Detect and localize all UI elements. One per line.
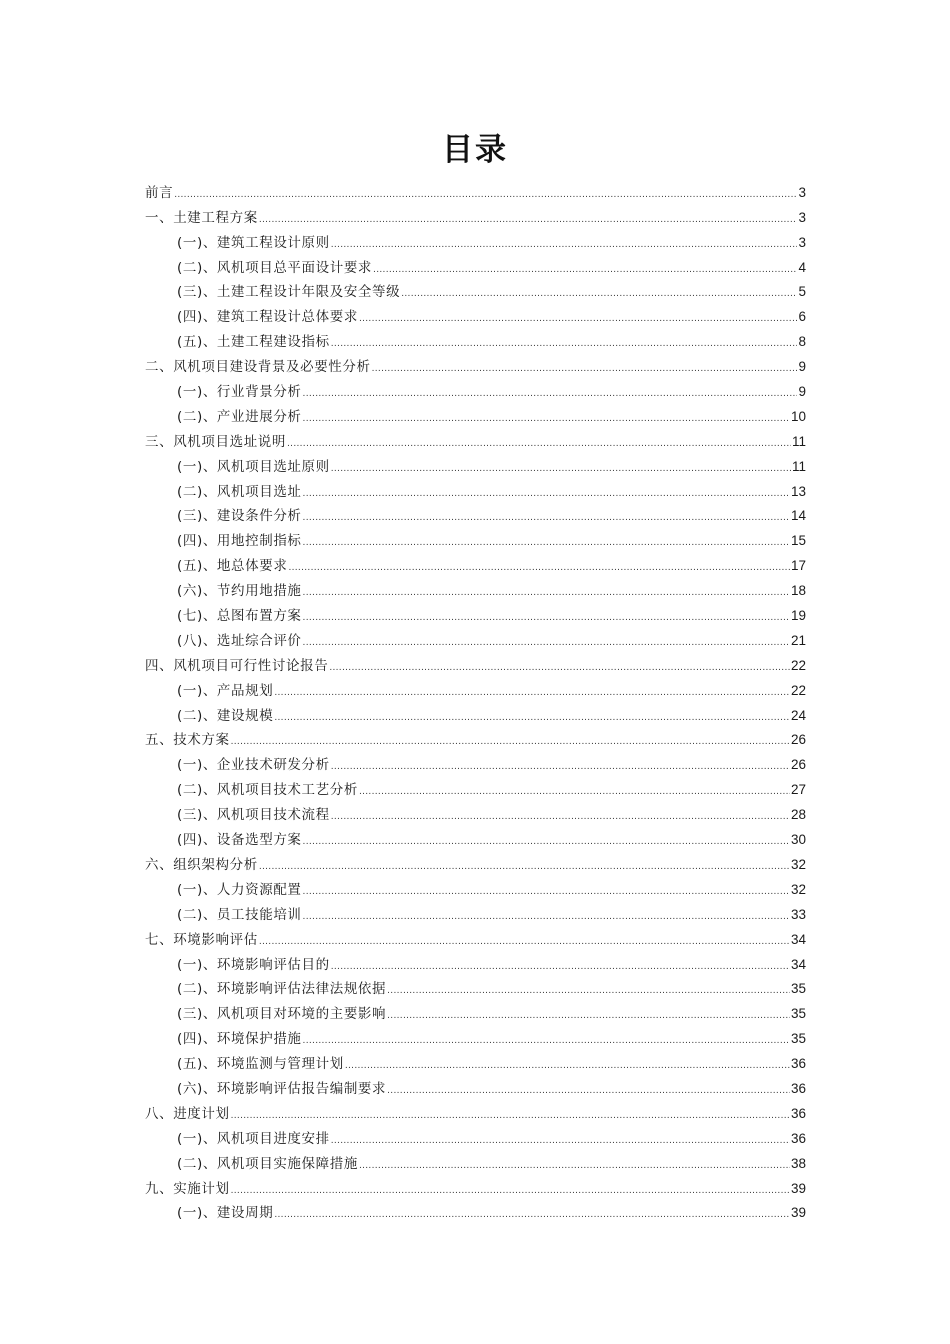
toc-dot-leader <box>303 611 790 625</box>
toc-dot-leader <box>274 686 790 700</box>
toc-entry-label: (六)、环境影响评估报告编制要求 <box>177 1080 387 1097</box>
toc-entry-page-number: 36 <box>790 1105 806 1121</box>
toc-dot-leader <box>303 412 790 426</box>
toc-entry-label: (六)、节约用地措施 <box>177 583 302 600</box>
toc-entry-page-number: 30 <box>790 832 806 848</box>
toc-entry-label: (五)、环境监测与管理计划 <box>177 1056 344 1073</box>
toc-entry-page-number: 35 <box>790 1031 806 1047</box>
toc-entry-label: 五、技术方案 <box>145 732 230 749</box>
toc-entry-label: 一、土建工程方案 <box>145 209 258 226</box>
toc-entry-chapter[interactable] <box>145 177 806 202</box>
toc-dot-leader <box>303 885 790 899</box>
toc-dot-leader <box>359 785 790 799</box>
toc-entry-section[interactable] <box>145 625 806 650</box>
toc-dot-leader <box>331 337 798 351</box>
toc-entry-page-number: 38 <box>790 1155 806 1171</box>
toc-entry-section[interactable] <box>145 501 806 526</box>
toc-entry-page-number: 6 <box>798 309 806 325</box>
toc-dot-leader <box>331 760 790 774</box>
toc-dot-leader <box>303 487 790 501</box>
toc-entry-label: (一)、风机项目选址原则 <box>177 458 330 475</box>
toc-entry-page-number: 5 <box>798 284 806 300</box>
toc-dot-leader <box>329 661 790 675</box>
toc-entry-label: (二)、风机项目总平面设计要求 <box>177 259 373 276</box>
toc-entry-page-number: 17 <box>790 558 806 574</box>
toc-entry-label: (二)、建设规模 <box>177 707 274 724</box>
toc-entry-section[interactable] <box>145 974 806 999</box>
toc-entry-chapter[interactable] <box>145 426 806 451</box>
toc-entry-section[interactable] <box>145 774 806 799</box>
toc-entry-label: (四)、环境保护措施 <box>177 1031 302 1048</box>
toc-entry-label: 前言 <box>145 184 174 201</box>
toc-dot-leader <box>303 1034 790 1048</box>
toc-entry-label: 七、环境影响评估 <box>145 931 258 948</box>
toc-entry-label: (一)、产品规划 <box>177 682 274 699</box>
toc-entry-label: (一)、建筑工程设计原则 <box>177 234 330 251</box>
toc-entry-chapter[interactable] <box>145 1173 806 1198</box>
toc-entry-chapter[interactable] <box>145 351 806 376</box>
toc-entry-label: (二)、环境影响评估法律法规依据 <box>177 981 387 998</box>
toc-entry-section[interactable] <box>145 401 806 426</box>
toc-entry-page-number: 3 <box>798 209 806 225</box>
toc-entry-page-number: 36 <box>790 1130 806 1146</box>
toc-entry-page-number: 14 <box>790 508 806 524</box>
toc-entry-section[interactable] <box>145 899 806 924</box>
toc-entry-page-number: 36 <box>790 1080 806 1096</box>
toc-entry-label: (三)、风机项目技术流程 <box>177 807 330 824</box>
toc-entry-label: (五)、土建工程建设指标 <box>177 334 330 351</box>
toc-entry-page-number: 13 <box>790 483 806 499</box>
toc-entry-label: (四)、用地控制指标 <box>177 533 302 550</box>
toc-entry-section[interactable] <box>145 476 806 501</box>
toc-entry-label: (一)、企业技术研发分析 <box>177 757 330 774</box>
toc-entry-section[interactable] <box>145 1148 806 1173</box>
toc-entry-label: (一)、人力资源配置 <box>177 881 302 898</box>
toc-dot-leader <box>231 735 790 749</box>
toc-title: 目录 <box>442 132 508 168</box>
toc-entry-page-number: 15 <box>790 533 806 549</box>
toc-dot-leader <box>303 511 790 525</box>
toc-entry-label: 二、风机项目建设背景及必要性分析 <box>145 359 371 376</box>
toc-dot-leader <box>331 238 798 252</box>
toc-entry-label: 四、风机项目可行性讨论报告 <box>145 657 329 674</box>
toc-entry-page-number: 8 <box>798 334 806 350</box>
toc-entry-label: 六、组织架构分析 <box>145 856 258 873</box>
toc-entry-page-number: 3 <box>798 184 806 200</box>
toc-entry-page-number: 27 <box>790 782 806 798</box>
toc-dot-leader <box>287 437 791 451</box>
toc-entry-section[interactable] <box>145 326 806 351</box>
toc-entry-label: (三)、风机项目对环境的主要影响 <box>177 1006 387 1023</box>
toc-entry-label: (二)、风机项目选址 <box>177 483 302 500</box>
toc-dot-leader <box>259 935 790 949</box>
toc-entry-section[interactable] <box>145 1073 806 1098</box>
toc-dot-leader <box>387 984 790 998</box>
toc-dot-leader <box>174 188 797 202</box>
toc-entry-page-number: 39 <box>790 1205 806 1221</box>
toc-entry-page-number: 26 <box>790 732 806 748</box>
toc-dot-leader <box>387 1084 790 1098</box>
toc-dot-leader <box>387 1009 790 1023</box>
toc-entry-page-number: 9 <box>798 384 806 400</box>
toc-entry-page-number: 22 <box>790 657 806 673</box>
toc-entry-page-number: 3 <box>798 234 806 250</box>
toc-dot-leader <box>345 1059 790 1073</box>
toc-dot-leader <box>331 810 790 824</box>
toc-entry-label: (四)、设备选型方案 <box>177 832 302 849</box>
toc-entry-section[interactable] <box>145 1023 806 1048</box>
toc-entry-section[interactable] <box>145 600 806 625</box>
toc-entry-page-number: 18 <box>790 583 806 599</box>
toc-entry-page-number: 36 <box>790 1056 806 1072</box>
toc-entry-label: (一)、风机项目进度安排 <box>177 1130 330 1147</box>
toc-entry-chapter[interactable] <box>145 725 806 750</box>
toc-dot-leader <box>231 1109 790 1123</box>
toc-entry-page-number: 24 <box>790 707 806 723</box>
toc-dot-leader <box>372 362 798 376</box>
toc-entry-page-number: 22 <box>790 682 806 698</box>
toc-dot-leader <box>359 1159 790 1173</box>
toc-entry-label: 九、实施计划 <box>145 1180 230 1197</box>
toc-entry-section[interactable] <box>145 227 806 252</box>
toc-entry-chapter[interactable] <box>145 202 806 227</box>
toc-entry-label: (三)、土建工程设计年限及安全等级 <box>177 284 401 301</box>
toc-entry-page-number: 28 <box>790 807 806 823</box>
toc-entry-chapter[interactable] <box>145 849 806 874</box>
toc-entry-section[interactable] <box>145 675 806 700</box>
toc-entry-label: 三、风机项目选址说明 <box>145 433 286 450</box>
toc-dot-leader <box>373 263 797 277</box>
toc-entry-section[interactable] <box>145 700 806 725</box>
toc-entry-section[interactable] <box>145 1123 806 1148</box>
toc-entry-label: (一)、建设周期 <box>177 1205 274 1222</box>
toc-entry-section[interactable] <box>145 376 806 401</box>
toc-entry-label: (二)、风机项目实施保障措施 <box>177 1155 358 1172</box>
toc-dot-leader <box>303 536 790 550</box>
toc-dot-leader <box>274 711 790 725</box>
toc-dot-leader <box>401 287 797 301</box>
table-of-contents <box>145 177 806 1222</box>
toc-dot-leader <box>303 636 790 650</box>
toc-entry-chapter[interactable] <box>145 924 806 949</box>
toc-entry-page-number: 32 <box>790 881 806 897</box>
toc-entry-section[interactable] <box>145 799 806 824</box>
toc-entry-label: (二)、员工技能培训 <box>177 906 302 923</box>
toc-dot-leader <box>303 586 790 600</box>
toc-entry-section[interactable] <box>145 749 806 774</box>
toc-entry-section[interactable] <box>145 874 806 899</box>
toc-entry-section[interactable] <box>145 525 806 550</box>
toc-entry-label: (七)、总图布置方案 <box>177 608 302 625</box>
toc-entry-section[interactable] <box>145 998 806 1023</box>
toc-entry-page-number: 39 <box>790 1180 806 1196</box>
toc-dot-leader <box>259 860 790 874</box>
toc-dot-leader <box>359 312 798 326</box>
toc-entry-page-number: 21 <box>790 632 806 648</box>
toc-entry-label: 八、进度计划 <box>145 1105 230 1122</box>
toc-dot-leader <box>331 1134 790 1148</box>
toc-entry-page-number: 35 <box>790 981 806 997</box>
toc-entry-section[interactable] <box>145 451 806 476</box>
toc-entry-chapter[interactable] <box>145 650 806 675</box>
toc-dot-leader <box>303 387 798 401</box>
toc-dot-leader <box>259 213 798 227</box>
toc-entry-section[interactable] <box>145 252 806 277</box>
toc-entry-label: (三)、建设条件分析 <box>177 508 302 525</box>
toc-entry-page-number: 35 <box>790 1006 806 1022</box>
toc-entry-chapter[interactable] <box>145 1098 806 1123</box>
toc-entry-label: (一)、行业背景分析 <box>177 384 302 401</box>
toc-dot-leader <box>288 561 790 575</box>
toc-dot-leader <box>303 910 790 924</box>
toc-entry-section[interactable] <box>145 824 806 849</box>
toc-entry-page-number: 34 <box>790 956 806 972</box>
toc-dot-leader <box>274 1208 790 1222</box>
toc-entry-section[interactable] <box>145 1048 806 1073</box>
toc-entry-label: (八)、选址综合评价 <box>177 632 302 649</box>
toc-entry-page-number: 11 <box>791 458 806 474</box>
toc-entry-page-number: 9 <box>798 359 806 375</box>
toc-entry-page-number: 33 <box>790 906 806 922</box>
toc-entry-section[interactable] <box>145 550 806 575</box>
toc-entry-page-number: 4 <box>798 259 806 275</box>
toc-entry-section[interactable] <box>145 301 806 326</box>
toc-entry-page-number: 11 <box>791 433 806 449</box>
toc-entry-label: (二)、风机项目技术工艺分析 <box>177 782 358 799</box>
toc-dot-leader <box>331 462 791 476</box>
toc-entry-label: (一)、环境影响评估目的 <box>177 956 330 973</box>
toc-entry-page-number: 26 <box>790 757 806 773</box>
toc-entry-page-number: 34 <box>790 931 806 947</box>
toc-entry-page-number: 19 <box>790 608 806 624</box>
toc-dot-leader <box>331 960 790 974</box>
toc-entry-label: (二)、产业进展分析 <box>177 408 302 425</box>
toc-entry-section[interactable] <box>145 575 806 600</box>
toc-entry-page-number: 10 <box>790 408 806 424</box>
toc-entry-section[interactable] <box>145 277 806 302</box>
toc-entry-section[interactable] <box>145 1198 806 1223</box>
toc-dot-leader <box>303 835 790 849</box>
toc-dot-leader <box>231 1184 790 1198</box>
toc-entry-page-number: 32 <box>790 856 806 872</box>
toc-entry-section[interactable] <box>145 949 806 974</box>
toc-entry-label: (四)、建筑工程设计总体要求 <box>177 309 358 326</box>
toc-entry-label: (五)、地总体要求 <box>177 558 288 575</box>
